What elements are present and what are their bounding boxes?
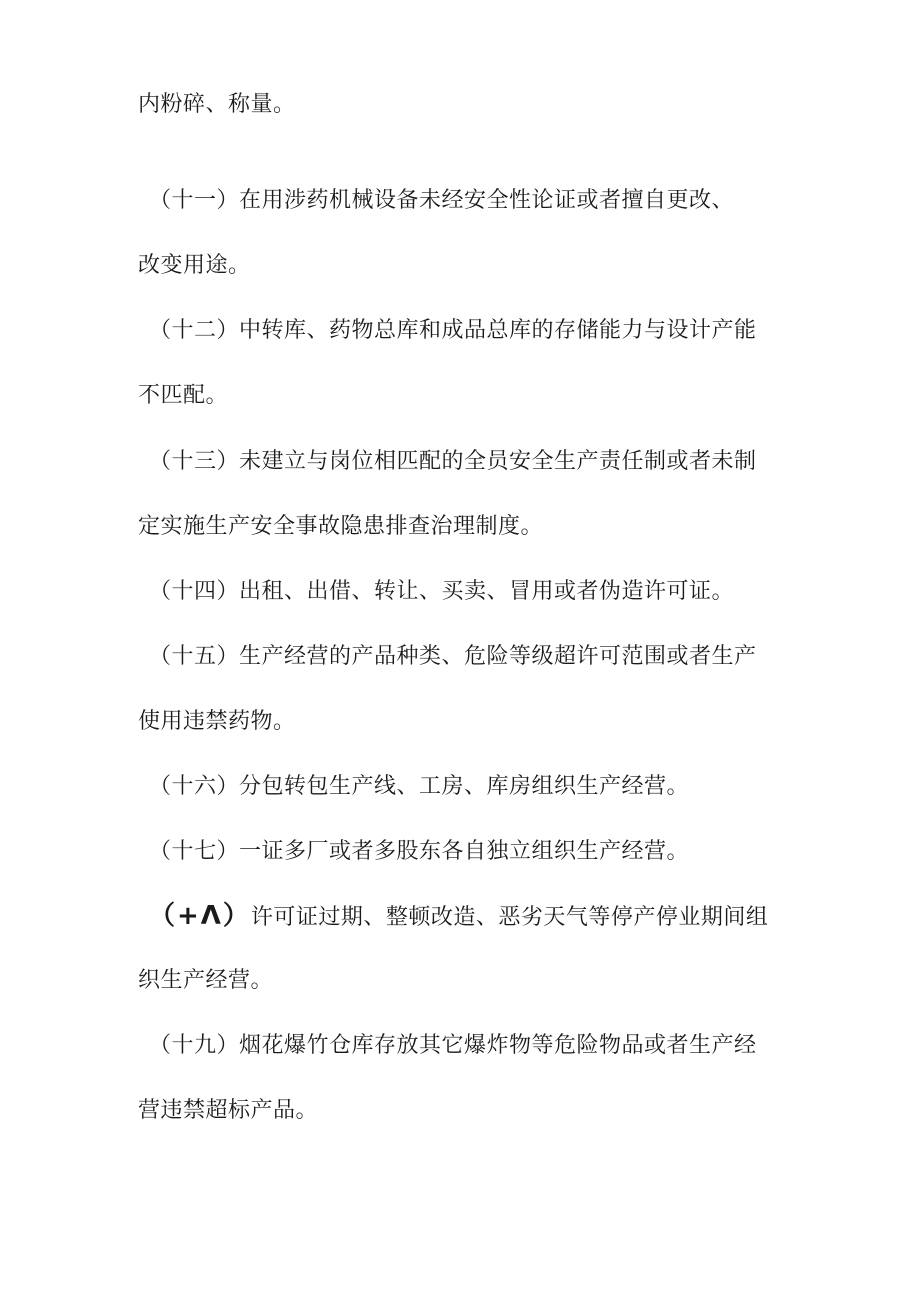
text-line-1: 内粉碎、称量。 bbox=[138, 92, 296, 117]
item-18-line-2: 织生产经营。 bbox=[138, 968, 274, 993]
item-19-line-1: （十九）烟花爆竹仓库存放其它爆炸物等危险物品或者生产经 bbox=[149, 1033, 757, 1058]
item-17-line-1: （十七）一证多厂或者多股东各自独立组织生产经营。 bbox=[149, 839, 690, 864]
item-11-line-2: 改变用途。 bbox=[138, 253, 251, 278]
item-19-line-2: 营违禁超标产品。 bbox=[138, 1098, 319, 1123]
item-11-line-1: （十一）在用涉药机械设备未经安全性论证或者擅自更改、 bbox=[149, 188, 735, 213]
item-14-line-1: （十四）出租、出借、转让、买卖、冒用或者伪造许可证。 bbox=[149, 579, 735, 604]
item-12-line-1: （十二）中转库、药物总库和成品总库的存储能力与设计产能 bbox=[149, 318, 757, 343]
item-18-label: （+Λ） bbox=[149, 901, 251, 931]
item-18-text: 许可证过期、整顿改造、恶劣天气等停产停业期间组 bbox=[250, 905, 769, 930]
item-12-line-2: 不匹配。 bbox=[138, 383, 229, 408]
item-13-line-1: （十三）未建立与岗位相匹配的全员安全生产责任制或者未制 bbox=[149, 449, 757, 474]
item-13-line-2: 定实施生产安全事故隐患排查治理制度。 bbox=[138, 514, 544, 539]
item-15-line-2: 使用违禁药物。 bbox=[138, 709, 296, 734]
item-15-line-1: （十五）生产经营的产品种类、危险等级超许可范围或者生产 bbox=[149, 644, 757, 669]
item-16-line-1: （十六）分包转包生产线、工房、库房组织生产经营。 bbox=[149, 774, 690, 799]
item-18-line-1 bbox=[149, 901, 768, 933]
